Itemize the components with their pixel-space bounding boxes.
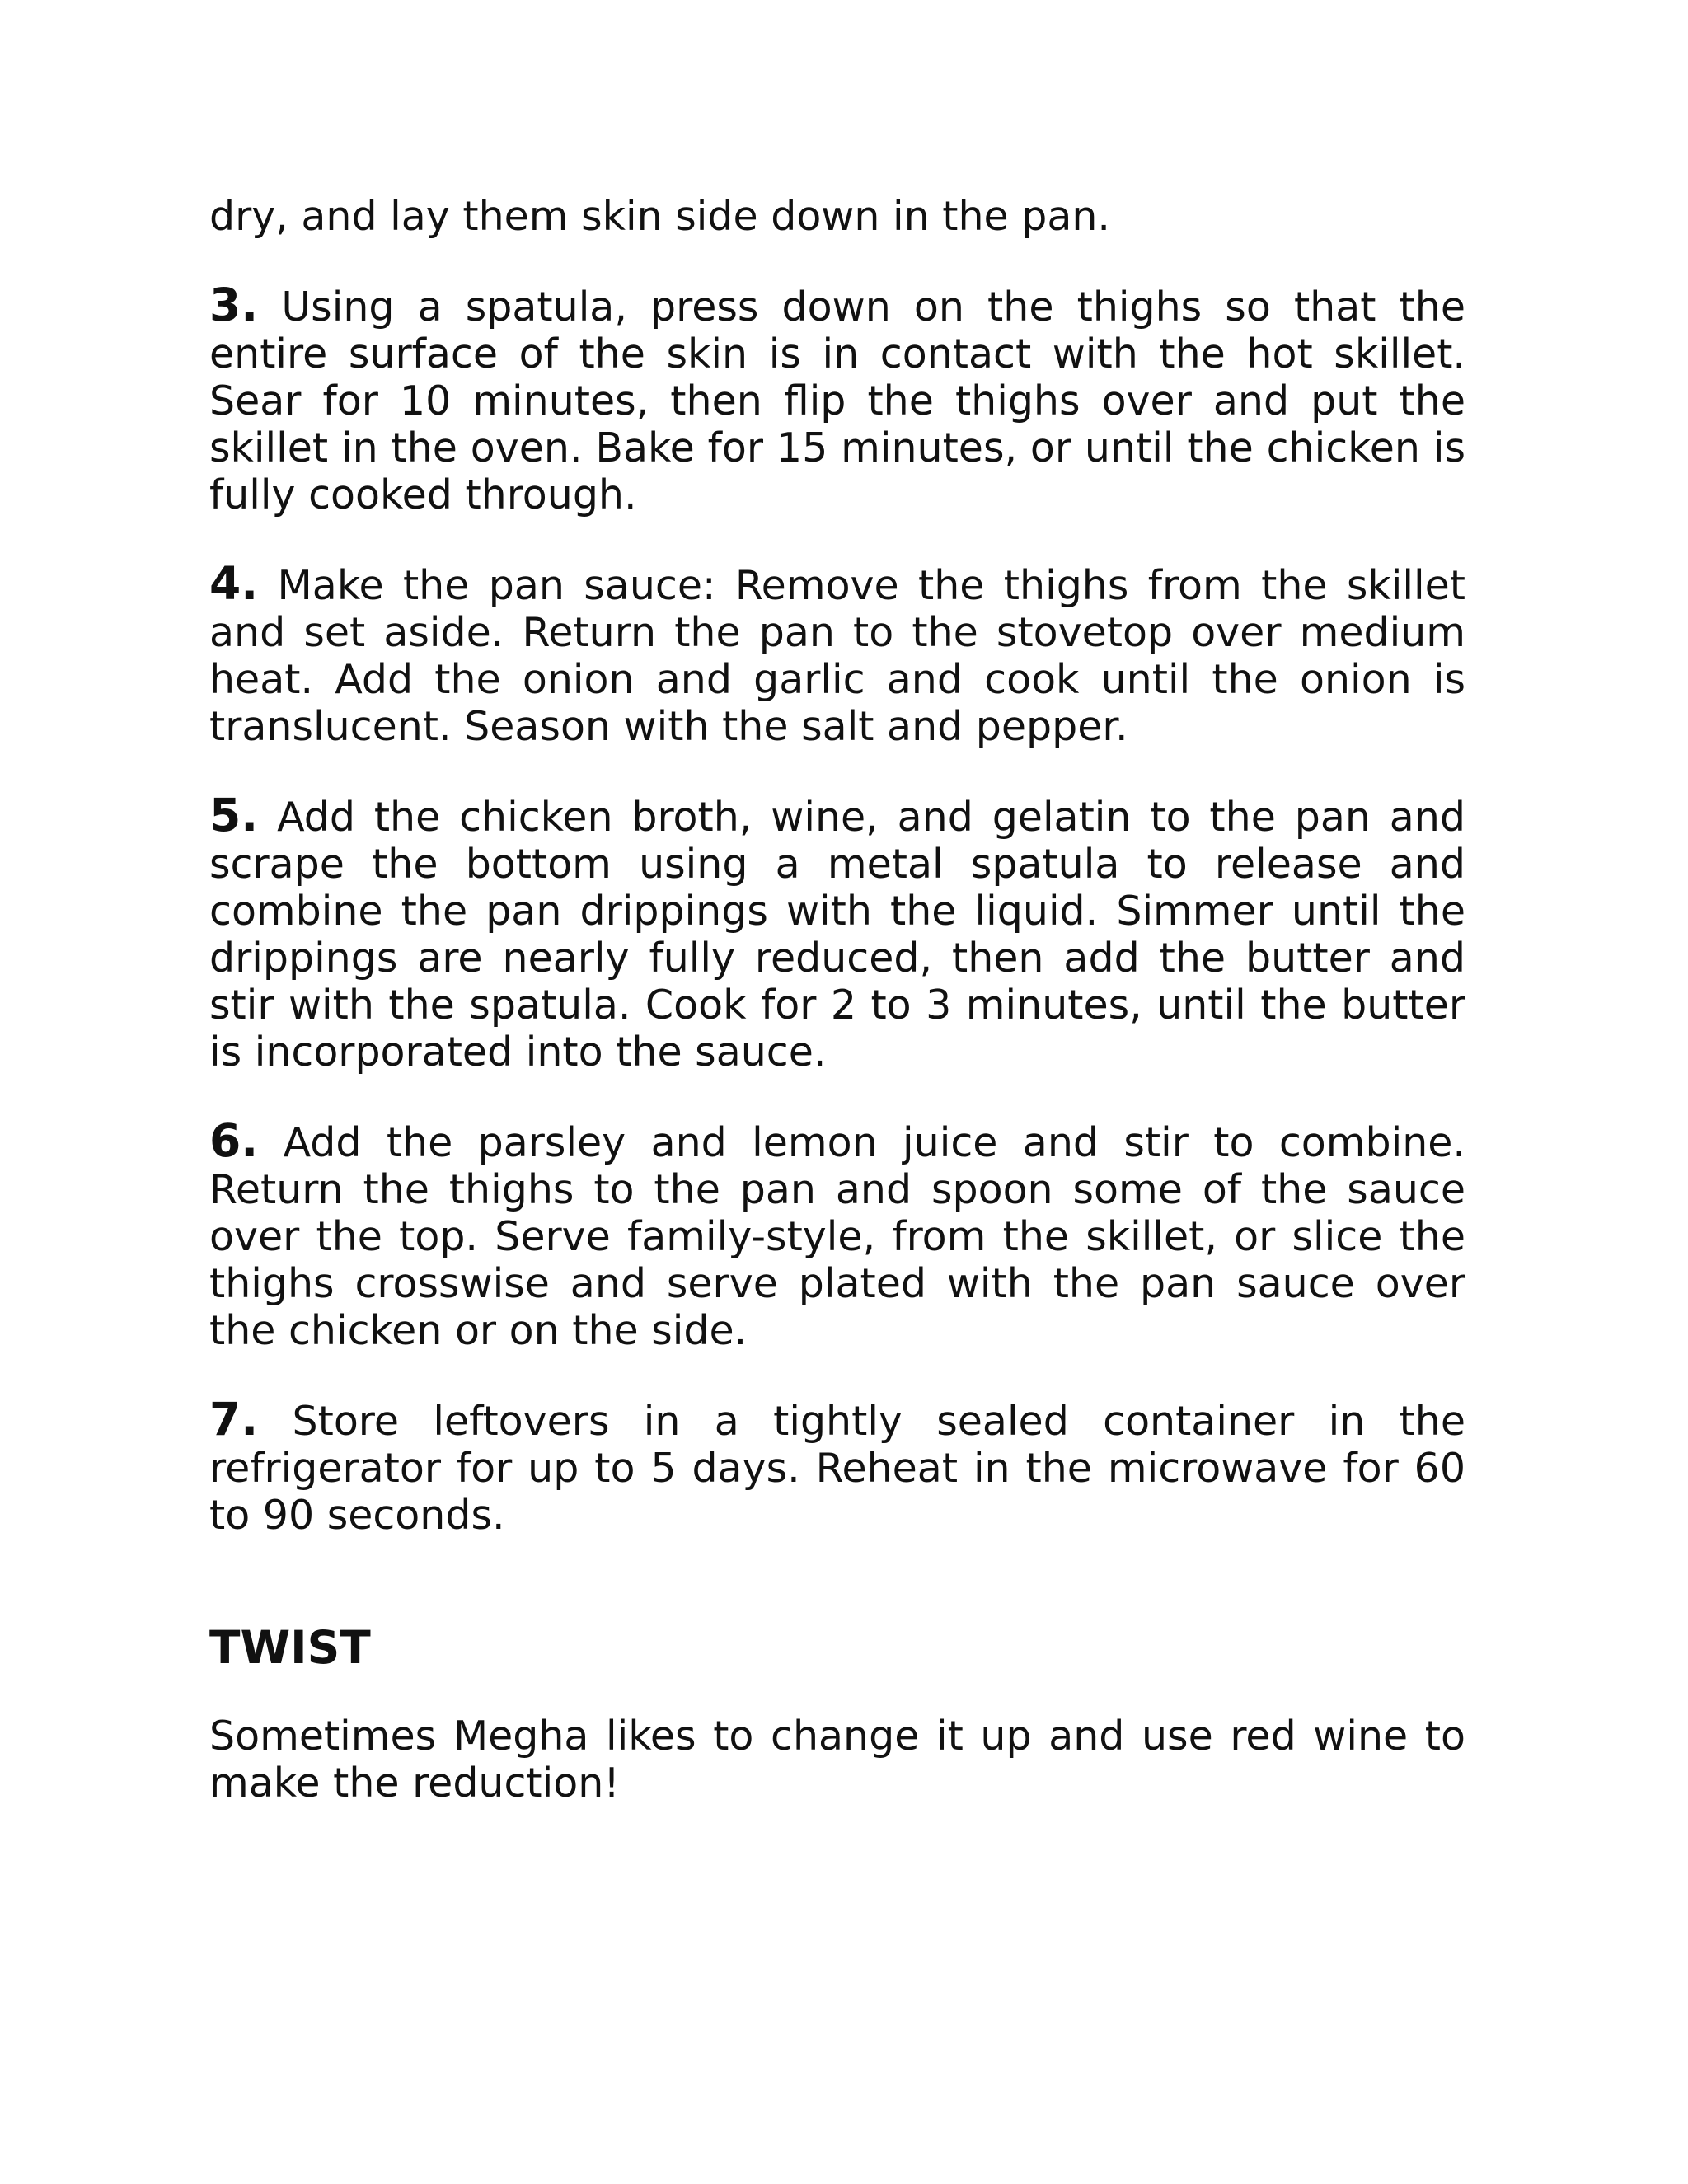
step-5: [209, 789, 1465, 1076]
twist-heading: TWIST: [209, 1621, 371, 1674]
step-number: 3.: [209, 279, 259, 331]
step-number: 6.: [209, 1114, 259, 1167]
step-3: [209, 279, 1465, 518]
twist-text: Sometimes Megha likes to change it up and use red wine to make the reduction!: [209, 1713, 1465, 1807]
step-6: [209, 1114, 1465, 1354]
step-text: Make the pan sauce: Remove the thighs from the skillet and set aside. Return the pan to the stovetop over medium heat. Add the onion and garlic and cook until the onion is translucent. Season with the salt and pepper.: [209, 562, 1465, 750]
recipe-page: [209, 193, 1465, 1849]
step-text: Store leftovers in a tightly sealed container in the refrigerator for up to 5 days. Reheat in the microwave for 60 to 90 seconds.: [209, 1398, 1466, 1539]
step-7: [209, 1393, 1466, 1539]
step-text: Using a spatula, press down on the thighs so that the entire surface of the skin is in contact with the hot skillet. Sear for 10 minutes, then flip the thighs over and put the skillet in the oven. Bake for 15 minutes, or until the chicken is fully cooked through.: [209, 284, 1465, 518]
step-number: 5.: [209, 789, 259, 841]
continuation-text: dry, and lay them skin side down in the pan.: [209, 193, 1111, 240]
step-4: [209, 557, 1465, 750]
step-text: Add the parsley and lemon juice and stir to combine. Return the thighs to the pan and spoon some of the sauce over the top. Serve family-style, from the skillet, or slice the thighs crosswise and serve plated with the pan sauce over the chicken or on the side.: [209, 1119, 1465, 1354]
step-number: 7.: [209, 1393, 259, 1446]
step-text: Add the chicken broth, wine, and gelatin to the pan and scrape the bottom using a metal spatula to release and combine the pan drippings with the liquid. Simmer until the drippings are nearly fully reduced, then add the butter and stir with the spatula. Cook for 2 to 3 minutes, until the butter is incorporated into the sauce.: [209, 794, 1465, 1076]
step-number: 4.: [209, 557, 259, 610]
